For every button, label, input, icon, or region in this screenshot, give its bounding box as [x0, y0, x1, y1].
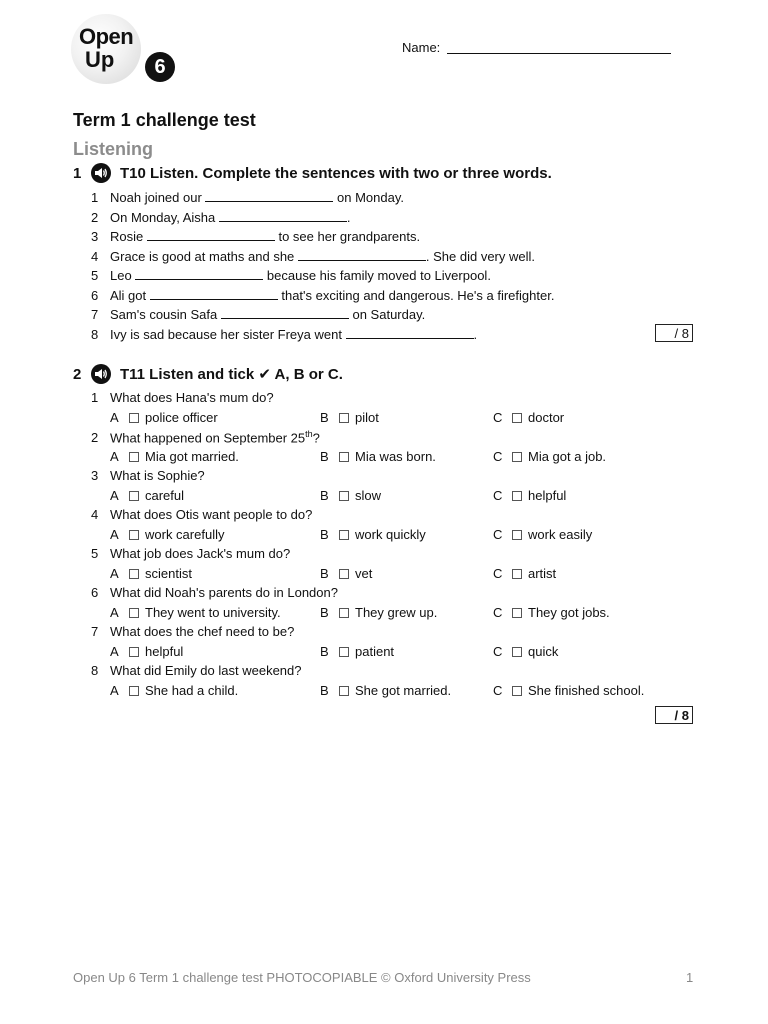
question-text: What is Sophie? [110, 468, 205, 483]
sentence-start: Ivy is sad because her sister Freya went [110, 326, 346, 342]
tick-checkbox[interactable] [512, 530, 522, 540]
option-letter: C [493, 566, 503, 581]
option-text: She finished school. [528, 683, 645, 698]
option-text: slow [355, 488, 382, 503]
footer-copyright: Open Up 6 Term 1 challenge test PHOTOCOPIABLE © Oxford University Press [73, 970, 531, 985]
option-c[interactable] [493, 449, 606, 464]
sentence-end: on Monday. [333, 190, 404, 205]
question-number: 5 [91, 546, 99, 561]
option-text: work quickly [355, 527, 426, 542]
question-number: 2 [91, 430, 99, 446]
option-letter: A [110, 488, 119, 503]
option-letter: A [110, 605, 119, 620]
sentence-item [91, 190, 404, 205]
tick-checkbox[interactable] [339, 569, 349, 579]
section-heading: Listening [73, 139, 153, 159]
option-text: work easily [528, 527, 593, 542]
option-letter: A [110, 449, 119, 464]
answer-blank[interactable] [135, 268, 263, 280]
option-a[interactable] [110, 683, 238, 698]
option-letter: B [320, 488, 329, 503]
option-letter: B [320, 566, 329, 581]
option-text: She got married. [355, 683, 452, 698]
exercise-1-heading [73, 163, 552, 183]
question-text: What did Emily do last weekend? [110, 663, 302, 678]
option-letter: C [493, 449, 503, 464]
question-text: What does Hana's mum do? [110, 390, 274, 405]
exercise-1-instruction: T10 Listen. Complete the sentences with two or three words. [120, 164, 552, 182]
audio-speaker-icon[interactable] [91, 364, 111, 384]
logo-word-open: Open [79, 24, 134, 49]
option-text: Mia got a job. [528, 449, 607, 464]
item-number: 4 [91, 248, 99, 264]
answer-blank[interactable] [298, 249, 426, 261]
option-text: She had a child. [145, 683, 239, 698]
item-number: 8 [91, 326, 99, 342]
option-letter: B [320, 605, 329, 620]
sentence-item [91, 249, 535, 264]
sentence-end: because his family moved to Liverpool. [263, 268, 491, 283]
option-letter: C [493, 683, 503, 698]
option-b[interactable] [320, 527, 426, 542]
tick-checkbox[interactable] [512, 491, 522, 501]
item-number: 5 [91, 268, 99, 283]
exercise-1-number: 1 [73, 164, 82, 182]
tick-checkbox[interactable] [339, 491, 349, 501]
option-text: police officer [145, 410, 218, 425]
item-number: 1 [91, 190, 99, 205]
option-text: pilot [355, 410, 379, 425]
option-a[interactable] [110, 644, 183, 659]
tick-checkbox[interactable] [512, 647, 522, 657]
sentence-item [91, 229, 420, 244]
item-number: 2 [91, 209, 99, 225]
option-text: Mia got married. [145, 449, 239, 464]
option-text: doctor [528, 410, 565, 425]
sentence-start: Ali got [110, 287, 150, 303]
option-b[interactable] [320, 566, 372, 581]
answer-blank[interactable] [219, 210, 347, 222]
option-letter: B [320, 410, 329, 425]
sentence-start: Sam's cousin Safa [110, 307, 221, 322]
question-text: What does Otis want people to do? [110, 507, 313, 522]
option-letter: B [320, 683, 329, 698]
option-text: helpful [528, 488, 567, 503]
option-letter: A [110, 410, 119, 425]
option-letter: C [493, 410, 503, 425]
answer-blank[interactable] [346, 327, 474, 339]
question-number: 8 [91, 663, 99, 678]
tick-checkbox[interactable] [129, 452, 139, 462]
question-text: What happened on September 25 [110, 430, 306, 446]
option-a[interactable] [110, 488, 184, 503]
sentence-start: Noah joined our [110, 190, 206, 205]
tick-checkbox[interactable] [512, 452, 522, 462]
answer-blank[interactable] [147, 229, 275, 241]
sentence-end: . [473, 326, 478, 342]
tick-checkbox[interactable] [339, 647, 349, 657]
tick-checkbox[interactable] [512, 413, 522, 423]
tick-checkbox[interactable] [512, 686, 522, 696]
option-a[interactable] [110, 566, 192, 581]
tick-checkbox[interactable] [339, 452, 349, 462]
ordinal-suffix: th [305, 429, 313, 439]
option-a[interactable] [110, 605, 281, 620]
tick-checkbox[interactable] [339, 530, 349, 540]
sentence-start: Leo [110, 268, 136, 283]
tick-checkbox[interactable] [339, 608, 349, 618]
tick-checkbox[interactable] [512, 608, 522, 618]
question-item [91, 507, 312, 522]
option-c[interactable] [493, 488, 566, 503]
sentence-item [91, 268, 491, 283]
sentence-item [91, 288, 554, 303]
option-b[interactable] [320, 449, 436, 464]
logo-word-up: Up [85, 47, 115, 72]
option-letter: A [110, 527, 119, 542]
exercise-2-heading [73, 364, 343, 384]
question-text: What did Noah's parents do in London? [110, 585, 338, 600]
option-b[interactable] [320, 488, 381, 503]
option-a[interactable] [110, 527, 224, 542]
tick-checkbox[interactable] [129, 491, 139, 501]
option-b[interactable] [320, 683, 451, 698]
page-title: Term 1 challenge test [73, 110, 256, 130]
exercise-2-number: 2 [73, 365, 82, 383]
tick-checkbox[interactable] [339, 686, 349, 696]
item-number: 7 [91, 307, 99, 322]
tick-checkbox[interactable] [129, 608, 139, 618]
option-text: careful [145, 488, 185, 503]
option-b[interactable] [320, 644, 394, 659]
sentence-end: that's exciting and dangerous. He's a firefighter. [277, 287, 555, 303]
option-c[interactable] [493, 644, 558, 659]
question-number: 3 [91, 468, 99, 483]
option-letter: B [320, 644, 329, 659]
sentence-item [91, 327, 477, 342]
option-letter: C [493, 488, 503, 503]
question-number: 6 [91, 585, 99, 600]
page-number: 1 [686, 970, 694, 985]
option-text: They went to university. [145, 605, 281, 620]
option-a[interactable] [110, 449, 239, 464]
option-c[interactable] [493, 410, 564, 425]
option-text: scientist [145, 566, 192, 581]
tick-checkbox[interactable] [129, 530, 139, 540]
option-text: vet [355, 566, 373, 581]
option-letter: C [493, 527, 503, 542]
question-text-end: ? [312, 430, 320, 446]
answer-blank[interactable] [221, 307, 349, 319]
name-field-line[interactable] [447, 53, 671, 54]
option-b[interactable] [320, 410, 379, 425]
tick-checkbox[interactable] [129, 413, 139, 423]
audio-speaker-icon[interactable] [91, 163, 111, 183]
question-item [91, 468, 205, 483]
tick-checkbox[interactable] [129, 647, 139, 657]
option-c[interactable] [493, 566, 556, 581]
tick-checkbox[interactable] [129, 569, 139, 579]
exercise-2-score-box: / 8 [655, 706, 693, 724]
sentence-end: . She did very well. [425, 248, 535, 264]
option-letter: A [110, 683, 119, 698]
answer-blank[interactable] [150, 288, 278, 300]
question-number: 4 [91, 507, 99, 522]
tick-checkbox[interactable] [129, 686, 139, 696]
option-text: Mia was born. [355, 449, 436, 464]
option-letter: A [110, 566, 119, 581]
option-text: work carefully [145, 527, 225, 542]
tick-checkbox[interactable] [512, 569, 522, 579]
name-label: Name: [402, 40, 441, 55]
question-item [91, 663, 301, 678]
question-text: What does the chef need to be? [110, 624, 295, 639]
exercise-2-instruction: T11 Listen and tick ✔ A, B or C. [120, 366, 343, 383]
sentence-start: Rosie [110, 229, 147, 244]
option-a[interactable] [110, 410, 218, 425]
question-item [91, 546, 290, 561]
open-up-logo [71, 12, 179, 84]
sentence-end: . [346, 209, 351, 225]
item-number: 3 [91, 229, 99, 244]
sentence-end: to see her grandparents. [274, 229, 421, 244]
question-item [91, 585, 338, 600]
option-text: They grew up. [355, 605, 438, 620]
question-item [91, 429, 320, 445]
sentence-start: Grace is good at maths and she [110, 248, 298, 264]
question-number: 7 [91, 624, 99, 639]
question-text: What job does Jack's mum do? [110, 546, 291, 561]
option-c[interactable] [493, 683, 644, 698]
option-c[interactable] [493, 605, 610, 620]
sentence-start: On Monday, Aisha [110, 209, 219, 225]
question-item [91, 624, 294, 639]
option-letter: B [320, 527, 329, 542]
item-number: 6 [91, 287, 99, 303]
option-text: quick [528, 644, 559, 659]
option-c[interactable] [493, 527, 592, 542]
logo-level-number: 6 [145, 52, 175, 82]
sentence-end: on Saturday. [348, 307, 426, 322]
option-text: helpful [145, 644, 184, 659]
option-b[interactable] [320, 605, 437, 620]
option-letter: A [110, 644, 119, 659]
exercise-1-score-box: / 8 [655, 324, 693, 342]
sentence-item [91, 210, 351, 225]
option-letter: C [493, 644, 503, 659]
option-text: They got jobs. [528, 605, 610, 620]
option-letter: C [493, 605, 503, 620]
question-item [91, 390, 274, 405]
option-letter: B [320, 449, 329, 464]
answer-blank[interactable] [205, 190, 333, 202]
sentence-item [91, 307, 425, 322]
option-text: patient [355, 644, 395, 659]
option-text: artist [528, 566, 557, 581]
tick-checkbox[interactable] [339, 413, 349, 423]
question-number: 1 [91, 390, 99, 405]
